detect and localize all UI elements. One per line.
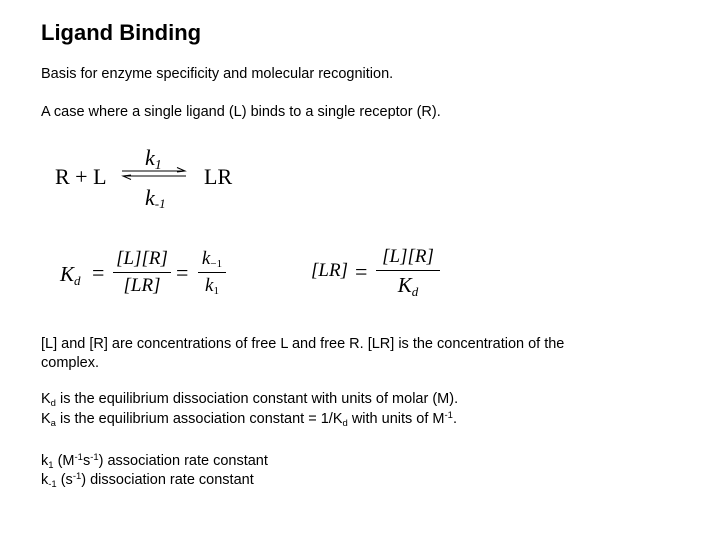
denominator [376, 273, 440, 300]
denominator [198, 275, 226, 297]
units-text: s [82, 453, 91, 469]
subscript: d [50, 398, 56, 409]
k-subscript: 1 [154, 158, 162, 173]
superscript: -1 [74, 452, 83, 463]
reactants: R + L [55, 164, 107, 189]
k1-definition [41, 452, 268, 471]
lr-fraction [376, 246, 440, 300]
lr-concentration: [LR] [311, 260, 348, 281]
k-letter: K [60, 262, 75, 286]
k-letter: K [41, 391, 51, 407]
fraction-bar [198, 272, 226, 273]
equals-sign: = [176, 260, 189, 285]
fraction-bar [113, 272, 171, 273]
k-subscript: −1 [210, 258, 223, 270]
definition-text: is the equilibrium dissociation constant with units of molar (M). [55, 391, 459, 407]
slide-subtitle: Basis for enzyme specificity and molecular recognition. [41, 66, 394, 82]
subscript: d [342, 418, 348, 429]
superscript: -1 [444, 410, 453, 421]
concentration-note-line2: complex. [41, 355, 100, 371]
reverse-rate-constant [145, 185, 166, 212]
superscript: -1 [90, 452, 99, 463]
k-subscript: -1 [154, 196, 166, 211]
definition-text: ) dissociation rate constant [81, 472, 254, 488]
k-subscript: 1 [213, 285, 219, 297]
equilibrium-arrows-icon [120, 167, 188, 186]
units-text: (s [56, 472, 73, 488]
kd-subscript: d [411, 284, 419, 299]
rate-constant-fraction [198, 248, 226, 297]
kd-definition [41, 391, 458, 409]
k-minus1-definition [41, 471, 254, 490]
ka-definition [41, 410, 457, 429]
subscript: a [50, 418, 56, 429]
superscript: -1 [72, 471, 82, 482]
definition-text: with units of M [347, 411, 445, 427]
k-letter: K [41, 411, 51, 427]
numerator [198, 248, 226, 270]
subscript: 1 [48, 460, 54, 471]
slide-title: Ligand Binding [41, 20, 202, 45]
equals-sign: = [355, 259, 368, 284]
k-letter: K [397, 273, 412, 297]
definition-text: is the equilibrium association constant = 1/K [55, 411, 343, 427]
k-letter: k [41, 472, 49, 488]
k-symbol: k [205, 275, 214, 296]
denominator: [LR] [123, 275, 161, 296]
equals-sign: = [92, 260, 105, 285]
definition-text: ) association rate constant [98, 453, 268, 469]
k-symbol: k [201, 248, 211, 269]
case-description: A case where a single ligand (L) binds to a single receptor (R). [41, 104, 441, 120]
product: LR [204, 164, 233, 189]
numerator: [L][R] [116, 248, 168, 269]
concentration-fraction [113, 248, 171, 297]
kd-subscript: d [74, 273, 81, 288]
k-letter: k [41, 453, 49, 469]
fraction-bar [376, 270, 440, 271]
concentration-note-line1: [L] and [R] are concentrations of free L and free R. [LR] is the concentration of the [41, 336, 565, 352]
numerator: [L][R] [382, 246, 434, 267]
period: . [452, 411, 457, 427]
k-symbol: k [145, 185, 155, 210]
subscript: -1 [48, 479, 57, 490]
units-text: (M [53, 453, 75, 469]
k-symbol: k [145, 145, 155, 170]
kd-symbol [60, 262, 81, 289]
